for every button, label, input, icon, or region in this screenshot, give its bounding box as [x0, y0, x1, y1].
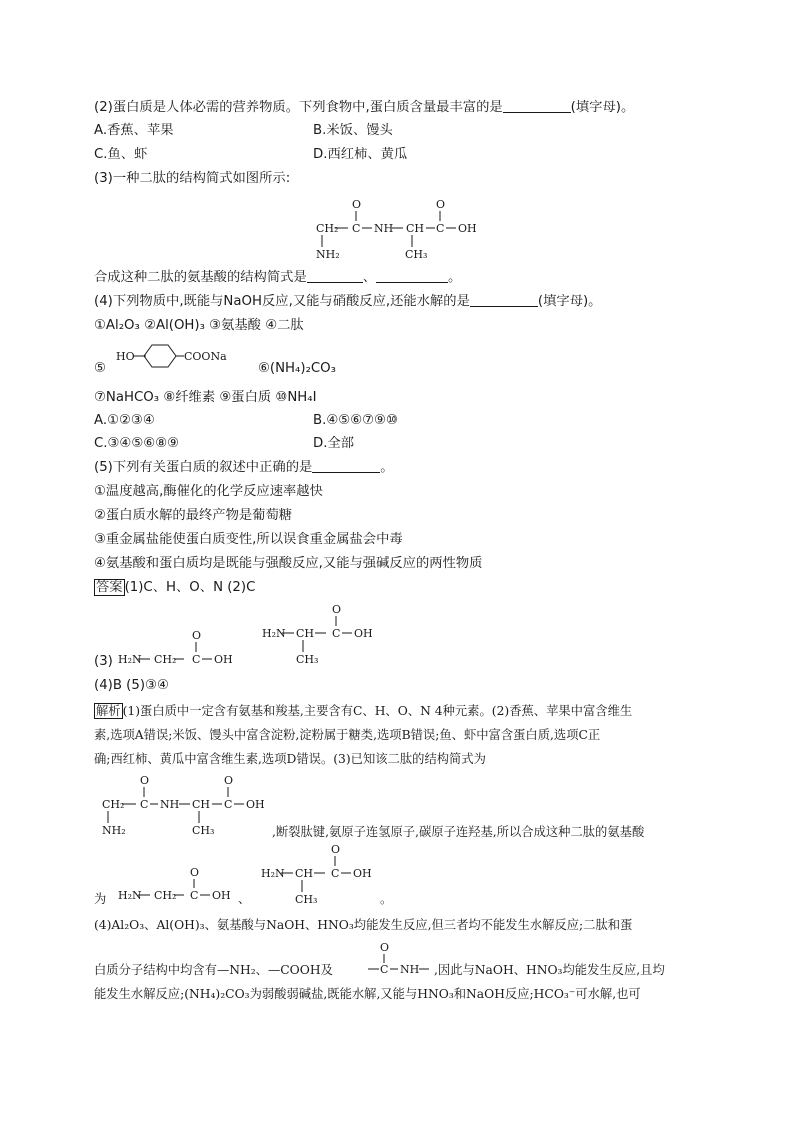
explanation-line-2: 素,选项A错误;米饭、馒头中富含淀粉,淀粉属于糖类,选项B错误;鱼、虾中富含蛋白质,选项C正 — [94, 728, 601, 742]
q2-options-row1 — [94, 121, 393, 141]
explanation-alanine-structure — [261, 840, 391, 908]
explanation-line-3: 确;西红柿、黄瓜中富含维生素,选项D错误。(3)已知该二肽的结构简式为 — [94, 752, 486, 766]
q4-item6: ⑥(NH₄)₂CO₃ — [258, 361, 336, 376]
q4-items-line1: ①Al₂O₃ ②Al(OH)₃ ③氨基酸 ④二肽 — [94, 318, 304, 333]
q4-options-row2 — [94, 434, 355, 454]
nh-label: NH — [400, 963, 420, 976]
q2-suffix: (填字母)。 — [570, 100, 635, 115]
explanation-text-1: (1)蛋白质中一定含有氨基和羧基,主要含有C、H、O、N 4种元素。(2)香蕉、苹果中富含维生 — [122, 704, 633, 718]
q5-statement-3: ③重金属盐能使蛋白质变性,所以误食重金属盐会中毒 — [94, 532, 403, 547]
explanation-line-4: ,断裂肽键,氨原子连氢原子,碳原子连羟基,所以合成这种二肽的氨基酸 — [272, 825, 645, 839]
ho-label: HO — [116, 350, 135, 363]
oh-label: OH — [353, 867, 372, 880]
peptide-bond-structure — [366, 940, 436, 976]
q2-option-d: D.西红柿、黄瓜 — [313, 147, 408, 162]
q5-stem: (5)下列有关蛋白质的叙述中正确的是 — [94, 460, 313, 475]
oh-label: OH — [354, 627, 373, 640]
explanation-line-7 — [94, 960, 333, 980]
q5-statement-2: ②蛋白质水解的最终产物是葡萄糖 — [94, 508, 293, 523]
q4-stem: (4)下列物质中,既能与NaOH反应,又能与硝酸反应,还能水解的是 — [94, 294, 470, 309]
ch3-label: CH₃ — [192, 824, 215, 837]
explanation-text-7a: 白质分子结构中均含有—NH₂、—COOH及 — [94, 963, 333, 977]
ch2-label: CH₂ — [316, 222, 339, 235]
oh-label: OH — [458, 222, 477, 235]
h2n-label: H₂N — [118, 653, 142, 666]
q5-statement-1: ①温度越高,酶催化的化学反应速率越快 — [94, 484, 323, 499]
q4-option-b: B.④⑤⑥⑦⑨⑩ — [313, 413, 398, 428]
q4-answer-blank — [470, 292, 538, 307]
carbon: C — [331, 867, 340, 880]
q2-answer-blank — [503, 98, 571, 113]
ch2-label: CH₂ — [154, 653, 177, 666]
h2n-label: H₂N — [118, 889, 142, 902]
q2-options-row2 — [94, 145, 408, 165]
carbon-2: C — [224, 798, 233, 811]
q3-stem: (3)一种二肽的结构简式如图所示: — [94, 171, 291, 186]
benzene-ring — [144, 345, 176, 367]
explanation-line-6: (4)Al₂O₃、Al(OH)₃、氨基酸与NaOH、HNO₃均能发生反应,但三者均不能发生水解反应;二肽和蛋 — [94, 918, 633, 932]
carbonyl-o: O — [332, 603, 342, 616]
carbonyl-o: O — [331, 843, 341, 856]
q3-blank-1 — [307, 268, 363, 283]
q4-suffix: (填字母)。 — [537, 294, 602, 309]
carbon-1: C — [352, 222, 361, 235]
nh-label: NH — [374, 222, 394, 235]
q2-stem-line — [94, 98, 634, 118]
answer-tag: 答案 — [96, 580, 123, 595]
carbon: C — [192, 653, 201, 666]
q5-statement-4: ④氨基酸和蛋白质均是既能与强酸反应,又能与强碱反应的两性物质 — [94, 556, 483, 571]
q5-answer-blank — [312, 458, 380, 473]
ch-label: CH — [192, 798, 211, 811]
q5-stem-line — [94, 458, 394, 478]
nh2-label: NH₂ — [316, 248, 340, 261]
carbon: C — [380, 963, 389, 976]
q2-option-b: B.米饭、馒头 — [313, 123, 393, 138]
oh-label: OH — [212, 889, 231, 902]
explanation-line-8: 能发生水解反应;(NH₄)₂CO₃为弱酸弱碱盐,既能水解,又能与HNO₃和NaOH反应;HCO₃⁻可水解,也可 — [94, 987, 641, 1001]
q4-options-row1 — [94, 411, 398, 431]
ch-label: CH — [406, 222, 425, 235]
explanation-line-1 — [94, 701, 632, 721]
ch-label: CH — [296, 627, 315, 640]
answer-line-2-prefix: (3) — [94, 654, 113, 669]
q5-end: 。 — [380, 460, 394, 475]
carbon: C — [190, 889, 199, 902]
q4-option-a: A.①②③④ — [94, 413, 155, 428]
coona-label: COONa — [184, 350, 227, 363]
carbonyl-o-1: O — [140, 774, 150, 787]
q4-option-c: C.③④⑤⑥⑧⑨ — [94, 436, 180, 451]
explanation-line-5-end: 。 — [380, 892, 393, 906]
answer-line-3: (4)B (5)③④ — [94, 678, 169, 693]
carbon-2: C — [436, 222, 445, 235]
ch2-label: CH₂ — [154, 889, 177, 902]
oh-label: OH — [246, 798, 265, 811]
explanation-text-7b: ,因此与NaOH、HNO₃均能发生反应,且均 — [434, 963, 665, 977]
answer-alanine-structure — [262, 600, 392, 670]
q3-blank-2 — [376, 268, 448, 283]
explanation-tag: 解析 — [96, 704, 121, 718]
explanation-dipeptide-structure — [100, 771, 280, 841]
explanation-glycine-structure — [118, 866, 238, 902]
carbonyl-o: O — [190, 866, 200, 879]
q4-option-d: D.全部 — [313, 436, 355, 451]
q3-answer-line — [94, 268, 461, 288]
carbonyl-o-1: O — [352, 198, 362, 211]
carbonyl-o-2: O — [224, 774, 234, 787]
q3-separator: 、 — [362, 270, 377, 285]
q3-end: 。 — [448, 270, 462, 285]
answer-text-1: (1)C、H、O、N (2)C — [124, 580, 256, 595]
ch3-label: CH₃ — [405, 248, 428, 261]
q4-item5-label: ⑤ — [94, 361, 106, 376]
carbonyl-o-2: O — [436, 198, 446, 211]
q4-items-line3: ⑦NaHCO₃ ⑧纤维素 ⑨蛋白质 ⑩NH₄I — [94, 390, 317, 405]
q2-option-c: C.鱼、虾 — [94, 147, 148, 162]
ch3-label: CH₃ — [296, 653, 319, 666]
explanation-line-5-sep: 、 — [238, 892, 251, 906]
carbonyl-o: O — [192, 629, 202, 642]
answer-line-1 — [94, 578, 255, 598]
h2n-label: H₂N — [262, 627, 286, 640]
sodium-hydroxybenzoate-structure — [116, 341, 246, 373]
nh2-label: NH₂ — [102, 824, 126, 837]
carbon-1: C — [140, 798, 149, 811]
q2-stem: (2)蛋白质是人体必需的营养物质。下列食物中,蛋白质含量最丰富的是 — [94, 100, 503, 115]
answer-glycine-structure — [118, 626, 248, 666]
q4-stem-line — [94, 292, 601, 312]
ch3-label: CH₃ — [295, 893, 318, 906]
oh-label: OH — [214, 653, 233, 666]
ch-label: CH — [295, 867, 314, 880]
ch2-label: CH₂ — [102, 798, 125, 811]
h2n-label: H₂N — [261, 867, 285, 880]
dipeptide-structure-figure — [310, 195, 490, 265]
carbonyl-o: O — [380, 941, 390, 954]
q2-option-a: A.香蕉、苹果 — [94, 123, 174, 138]
nh-label: NH — [160, 798, 180, 811]
carbon: C — [332, 627, 341, 640]
q3-answer-prompt: 合成这种二肽的氨基酸的结构简式是 — [94, 270, 307, 285]
explanation-line-5-prefix: 为 — [94, 892, 107, 906]
